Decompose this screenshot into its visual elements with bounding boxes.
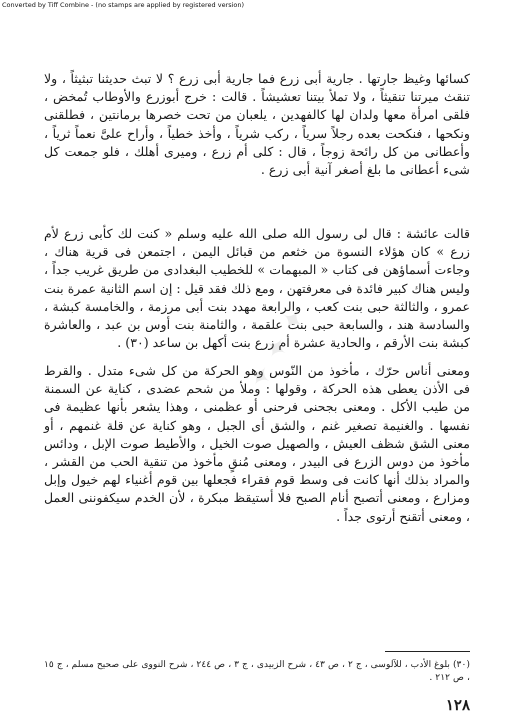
- footnote: (٣٠) بلوغ الأدب ، للآلوسى ، ج ٢ ، ص ٤٣ ، شرح الزبيدى ، ج ٣ ، ص ٢٤٤ ، شرح النووى على صحيح مسلم ، ج ١٥ ، ص ٢١٢ .: [44, 659, 470, 683]
- converter-banner: Converted by Tiff Combine - (no stamps are applied by registered version): [2, 1, 245, 9]
- footnote-divider: [385, 651, 470, 652]
- faint-watermark-mark: ✦ ✦ ✦: [240, 301, 314, 395]
- paragraph-1: كسائها وغيظ جارتها . جارية أبى زرع فما جارية أبى زرع ؟ لا تبث حديثنا تبثيثاً ، ولا تنقث ميرتنا تنقيثاً ، ولا تملأ بيتنا تعشيشاً . قالت : خرج أبوزرع والأوطاب تُمخض ، فلقى امرأة معها ولدان لها كالفهدين ، يلعبان من تحت خصرها برمانتين ، فطلقنى ونكحها ، فنكحت بعده رجلاً سرياً ، ركب شرياً ، وأخذ خطياً ، وأراح علىَّ نعماً ثرياً ، وأعطانى من كل رائحة زوجاً ، قال : كلى أم زرع ، وميرى أهلك ، فلو جمعت كل شىء أعطانى ما بلغ أصغر آنية أبى زرع .: [44, 71, 470, 178]
- paragraph-3: ومعنى أناس حرّك ، مأخوذ من النّوس وهو الحركة من كل شىء متدل . والقرط فى الأذن يعطى هذه الحركة ، وقولها : وملأ من شحم عضدى ، كناية عن السمنة من طيب الأكل . ومعنى بجحنى فرحنى أو عظمنى ، وهذا يشعر بأنها عظيمة فى نفسها . والغنيمة تصغير غنم ، والشق أى الجبل ، وهو كناية عن قلة غنمهم ، أو معنى الشق شظف العيش ، والصهيل صوت الخيل ، والأطيط صوت الإبل ، ودائس مأخوذ من دوس الزرع فى البيدر ، ومعنى مُنقٍ مأخوذ من تنقية الحب من القشر ، والمراد بذلك أنها كانت فى وسط قوم فقراء فجعلها بين قوم أغنياء لهم خيول وإبل ومزارع ، ومعنى أتصبح أنام الصبح فلا أستيقظ مبكرة ، لأن الخدم سيكفوننى العمل ، ومعنى أتقنح أرتوى جداً .: [44, 363, 470, 524]
- page-number: ١٢٨: [445, 696, 470, 714]
- paragraph-2: قالت عائشة : قال لى رسول الله صلى الله عليه وسلم « كنت لك كأبى زرع لأم زرع » كان هؤلاء النسوة من خثعم من قبائل اليمن ، اجتمعن فى قرية هناك ، وجاءت أسماؤهن فى كتاب « المبهمات » للخطيب البغدادى من طريق غريب جداً ، وليس هناك كبير فائدة فى معرفتهن ، ومع ذلك فقد قيل : إن اسم الثانية عمرة بنت عمرو ، والثالثة حبى بنت كعب ، والرابعة مهدد بنت أبى مرزمة ، والخامسة كبشة ، والسادسة هند ، والسابعة حبى بنت علقمة ، والثامنة بنت أوس بن عبد ، والعاشرة كبشة بنت الأرقم ، والحادية عشرة أم زرع بنت أكهل بن ساعد (٣٠) .: [44, 226, 470, 351]
